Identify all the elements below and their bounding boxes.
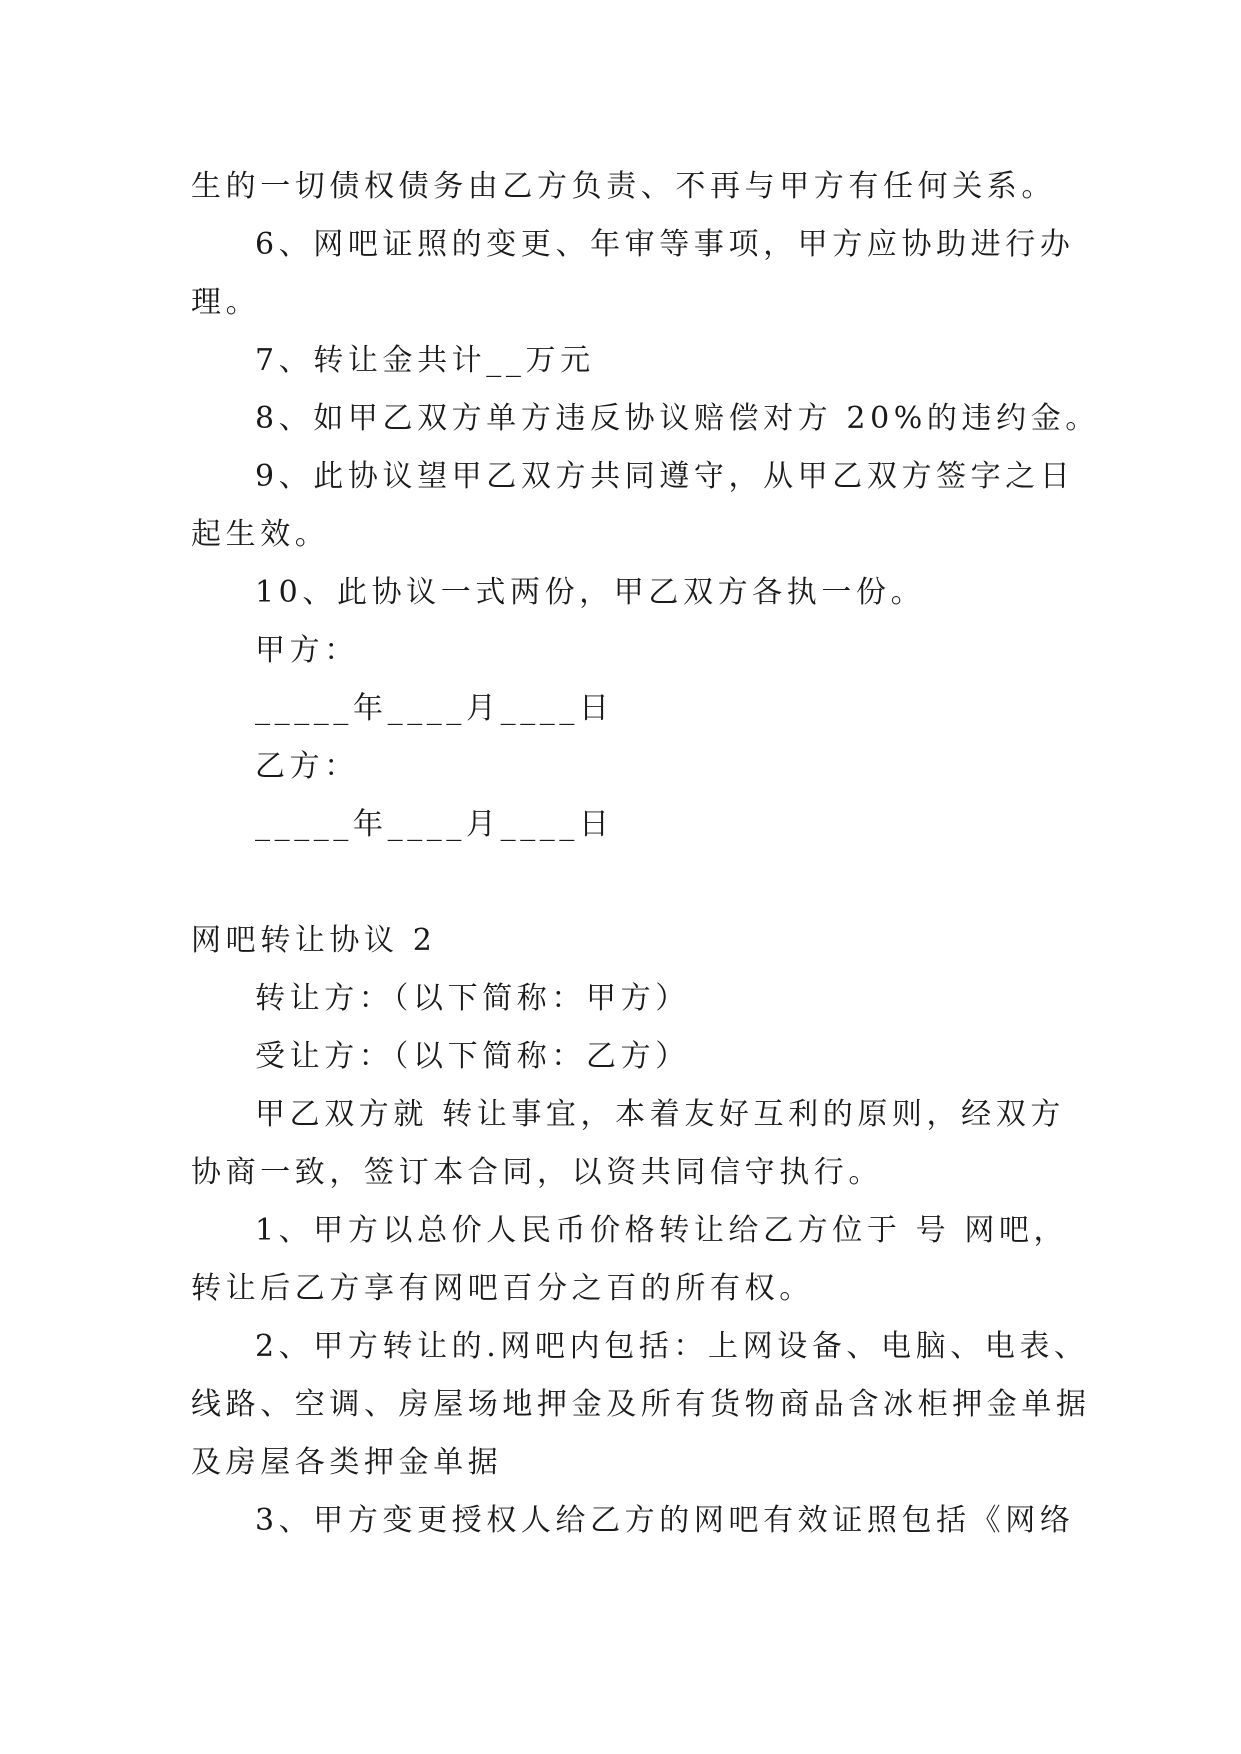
section-title: 网吧转让协议 2 [191, 923, 437, 958]
clause-1: 1、甲方以总价人民币价格转让给乙方位于 号 网吧， [255, 1213, 1069, 1248]
party-a-date: _____年____月____日 [255, 691, 614, 726]
paragraph-line: 线路、空调、房屋场地押金及所有货物商品含冰柜押金单据 [191, 1387, 1091, 1422]
paragraph-line: 起生效。 [191, 517, 330, 552]
transferee-line: 受让方：（以下简称：乙方） [255, 1039, 690, 1074]
paragraph-line: 及房屋各类押金单据 [191, 1445, 503, 1480]
paragraph-line: 生的一切债权债务由乙方负责、不再与甲方有任何关系。 [191, 169, 1056, 204]
clause-10: 10、此协议一式两份，甲乙双方各执一份。 [255, 575, 926, 610]
party-b-label: 乙方： [255, 749, 359, 784]
paragraph-line: 转让后乙方享有网吧百分之百的所有权。 [191, 1271, 814, 1306]
paragraph-line: 协商一致，签订本合同，以资共同信守执行。 [191, 1155, 883, 1190]
paragraph-line: 理。 [191, 285, 261, 320]
clause-6: 6、网吧证照的变更、年审等事项，甲方应协助进行办 [255, 227, 1075, 262]
transferor-line: 转让方：（以下简称：甲方） [255, 981, 690, 1016]
preamble-line: 甲乙双方就 转让事宜，本着友好互利的原则，经双方 [255, 1097, 1065, 1132]
party-a-label: 甲方： [255, 633, 359, 668]
clause-2: 2、甲方转让的.网吧内包括：上网设备、电脑、电表、 [255, 1329, 1089, 1364]
clause-8: 8、如甲乙双方单方违反协议赔偿对方 20%的违约金。 [255, 401, 1100, 436]
party-b-date: _____年____月____日 [255, 807, 614, 842]
clause-7: 7、转让金共计__万元 [255, 343, 595, 378]
clause-9: 9、此协议望甲乙双方共同遵守，从甲乙双方签字之日 [255, 459, 1075, 494]
clause-3: 3、甲方变更授权人给乙方的网吧有效证照包括《网络 [255, 1503, 1075, 1538]
